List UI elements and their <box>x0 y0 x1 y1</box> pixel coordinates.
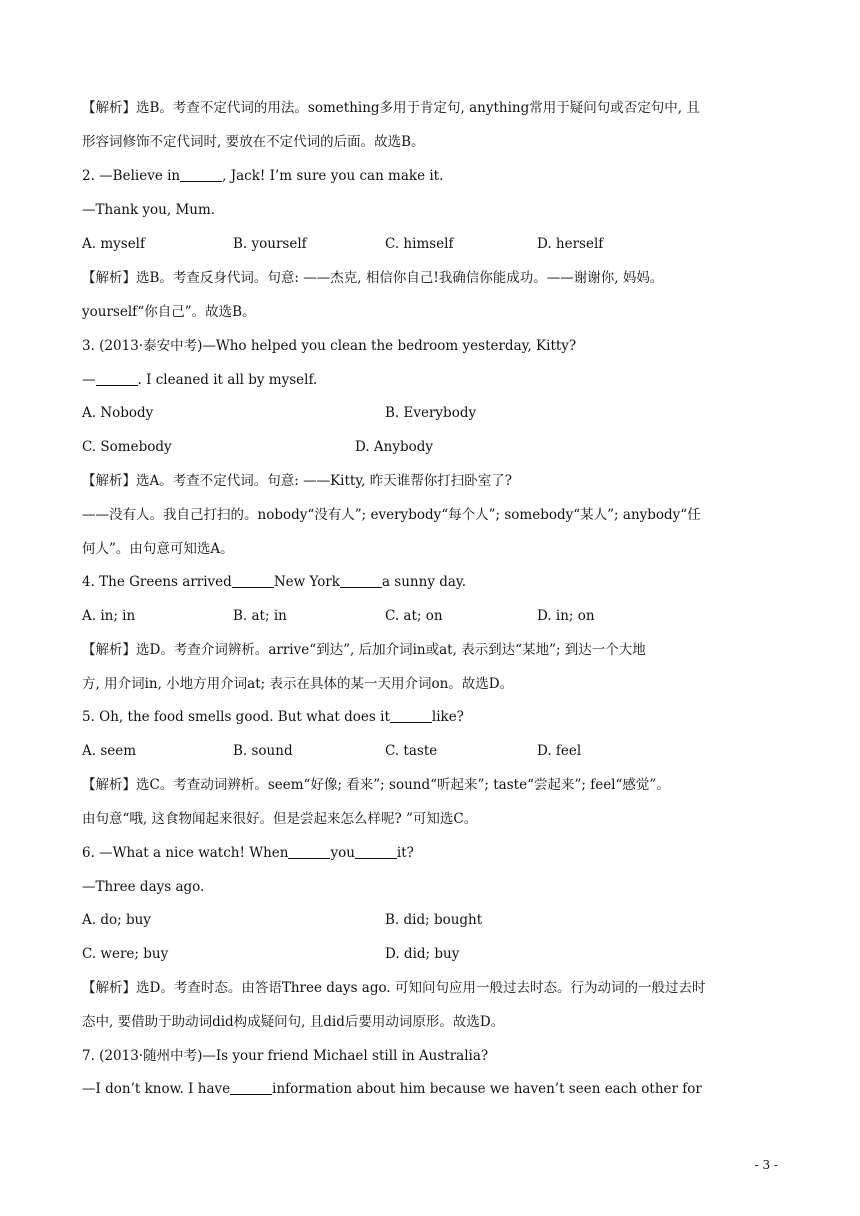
option-c: C. himself <box>385 236 454 252</box>
question-text: 4. The Greens arrived <box>82 574 232 590</box>
question-line <box>82 1078 782 1100</box>
question-text: you <box>330 845 355 861</box>
text-line: 【解析】选C。考查动词辨析。seem“好像; 看来”; sound“听起来”; taste“尝起来”; feel“感觉”。 <box>82 777 670 793</box>
options-row <box>82 909 782 931</box>
text-line: 方, 用介词in, 小地方用介词at; 表示在具体的某一天用介词on。故选D。 <box>82 676 514 692</box>
options-row <box>82 436 782 458</box>
options-row <box>82 402 782 424</box>
text-line: —Thank you, Mum. <box>82 202 216 218</box>
text-line: 【解析】选B。考查不定代词的用法。something多用于肯定句, anything常用于疑问句或否定句中, 且 <box>82 100 700 116</box>
text-line: 【解析】选B。考查反身代词。句意: ——杰克, 相信你自己!我确信你能成功。——谢谢你, 妈妈。 <box>82 270 664 286</box>
page-number: - 3 - <box>754 1158 778 1172</box>
text-line: 何人”。由句意可知选A。 <box>82 541 234 557</box>
question-text: information about him because we haven’t seen each other for <box>272 1081 702 1097</box>
text-line: 【解析】选D。考查时态。由答语Three days ago. 可知问句应用一般过去时态。行为动词的一般过去时 <box>82 980 706 996</box>
option-c: C. taste <box>385 743 438 759</box>
text-line: ——没有人。我自己打扫的。nobody“没有人”; everybody“每个人”; somebody“某人”; anybody“任 <box>82 507 701 523</box>
text-line: 形容词修饰不定代词时, 要放在不定代词的后面。故选B。 <box>82 134 425 150</box>
answer-blank <box>96 371 138 386</box>
question-line <box>82 369 782 391</box>
option-a: C. Somebody <box>82 439 172 455</box>
question-text: , Jack! I’m sure you can make it. <box>222 168 444 184</box>
option-b: B. at; in <box>233 608 287 624</box>
answer-blank <box>355 844 397 859</box>
option-b: B. did; bought <box>385 912 483 928</box>
text-line: 【解析】选A。考查不定代词。句意: ——Kitty, 昨天谁帮你打扫卧室了? <box>82 473 512 489</box>
option-b: B. yourself <box>233 236 307 252</box>
options-row <box>82 943 782 965</box>
question-line <box>82 571 782 593</box>
question-text: New York <box>273 574 340 590</box>
option-b: B. Everybody <box>385 405 477 421</box>
question-line <box>82 706 782 728</box>
question-text: like? <box>431 709 464 725</box>
options-row <box>82 740 782 762</box>
question-text: — <box>82 372 96 388</box>
option-b: D. Anybody <box>355 439 434 455</box>
answer-blank <box>288 844 330 859</box>
text-line: 【解析】选D。考查介词辨析。arrive“到达”, 后加介词in或at, 表示到达“某地”; 到达一个大地 <box>82 642 646 658</box>
option-b: D. did; buy <box>385 946 460 962</box>
option-a: A. do; buy <box>82 912 151 928</box>
answer-blank <box>390 708 432 723</box>
question-text: —I don’t know. I have <box>82 1081 231 1097</box>
question-text: it? <box>396 845 414 861</box>
option-d: D. in; on <box>537 608 595 624</box>
question-text: . I cleaned it all by myself. <box>137 372 318 388</box>
text-line: yourself“你自己”。故选B。 <box>82 304 256 320</box>
options-row <box>82 605 782 627</box>
question-text: a sunny day. <box>381 574 467 590</box>
answer-blank <box>230 1080 272 1095</box>
text-line: 态中, 要借助于助动词did构成疑问句, 且did后要用动词原形。故选D。 <box>82 1014 505 1030</box>
option-a: A. myself <box>82 236 145 252</box>
option-c: C. at; on <box>385 608 443 624</box>
option-a: A. seem <box>82 743 137 759</box>
text-line: 7. (2013·随州中考)—Is your friend Michael still in Australia? <box>82 1048 489 1064</box>
text-line: —Three days ago. <box>82 879 205 895</box>
answer-blank <box>180 167 222 182</box>
option-a: A. in; in <box>82 608 136 624</box>
question-text: 5. Oh, the food smells good. But what does it <box>82 709 390 725</box>
question-text: 6. —What a nice watch! When <box>82 845 289 861</box>
option-a: C. were; buy <box>82 946 169 962</box>
option-a: A. Nobody <box>82 405 154 421</box>
options-row <box>82 233 782 255</box>
option-b: B. sound <box>233 743 293 759</box>
question-text: 2. —Believe in <box>82 168 181 184</box>
text-line: 3. (2013·泰安中考)—Who helped you clean the bedroom yesterday, Kitty? <box>82 338 577 354</box>
option-d: D. herself <box>537 236 604 252</box>
answer-blank <box>232 573 274 588</box>
text-line: 由句意“哦, 这食物闻起来很好。但是尝起来怎么样呢? ”可知选C。 <box>82 811 478 827</box>
option-d: D. feel <box>537 743 582 759</box>
answer-blank <box>340 573 382 588</box>
question-line <box>82 842 782 864</box>
question-line <box>82 165 782 187</box>
